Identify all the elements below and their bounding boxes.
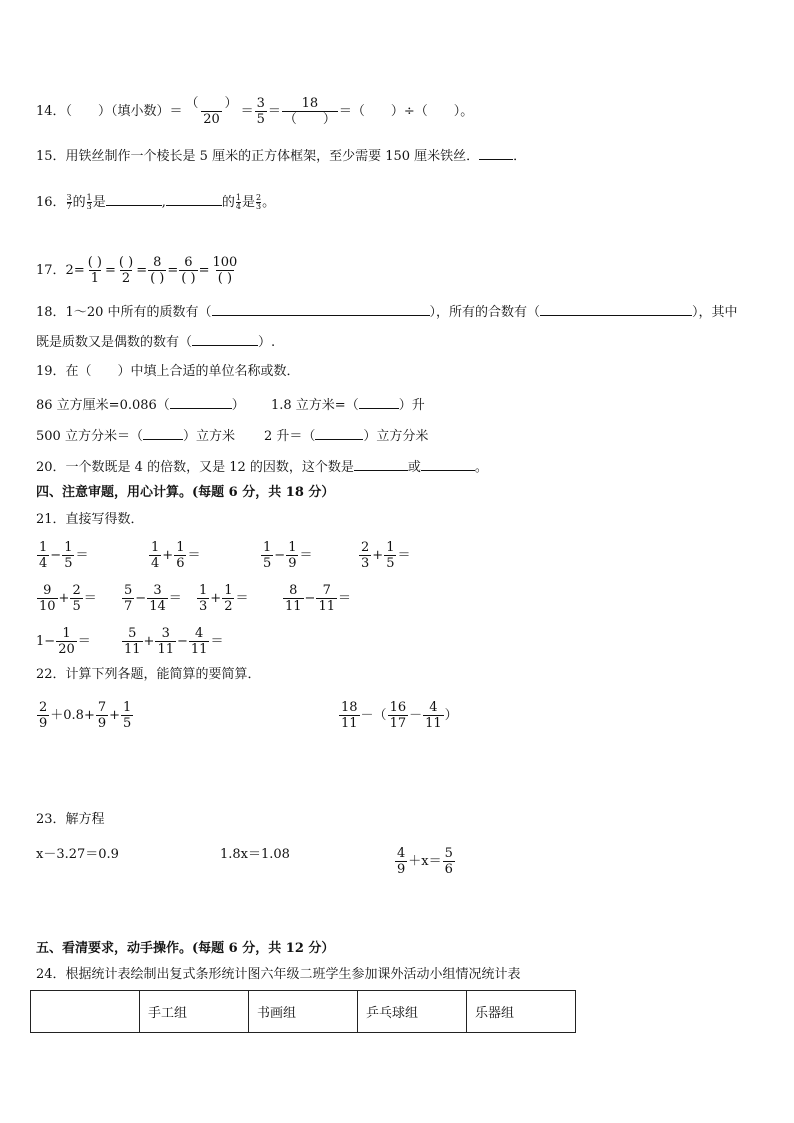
denominator: 9 xyxy=(39,716,48,731)
fraction xyxy=(283,583,304,614)
operator: + xyxy=(162,548,174,563)
q18-text: 既是质数又是偶数的数有（ xyxy=(36,335,193,350)
fraction xyxy=(37,700,49,731)
q21-item xyxy=(358,540,410,571)
denominator: 5 xyxy=(123,716,132,731)
operator: + xyxy=(58,591,70,606)
small-fraction xyxy=(256,194,261,211)
numerator: 1 xyxy=(288,540,297,555)
numerator: 2 xyxy=(39,700,48,715)
small-fraction xyxy=(87,194,92,211)
q19-text: 86 立方厘米=0.086（ xyxy=(36,398,170,413)
fraction xyxy=(122,583,134,614)
answer-blank[interactable] xyxy=(106,192,162,206)
fraction xyxy=(37,583,58,614)
numerator: 2 xyxy=(361,540,370,555)
q19-text: 1.8 立方米=（ xyxy=(271,398,359,413)
denominator: 3 xyxy=(361,556,370,571)
answer-blank[interactable] xyxy=(479,146,513,160)
fraction xyxy=(149,540,161,571)
numerator: 1 xyxy=(62,626,71,641)
fraction xyxy=(70,583,82,614)
equals-sign: ＝ xyxy=(77,634,91,649)
numerator: 1 xyxy=(263,540,272,555)
q14-prefix: 14．（ ）（填小数）＝ xyxy=(36,104,183,119)
operator: + xyxy=(143,634,155,649)
fraction xyxy=(86,255,104,286)
q16-text: 的 xyxy=(221,195,235,210)
answer-blank[interactable] xyxy=(212,302,430,316)
q21-item xyxy=(196,583,248,614)
answer-blank[interactable] xyxy=(143,426,183,440)
q24-title: 24．根据统计表绘制出复式条形统计图六年级二班学生参加课外活动小组情况统计表 xyxy=(36,967,521,982)
equals-sign: ＝ xyxy=(210,634,224,649)
section-5-heading xyxy=(36,940,334,958)
q21-item xyxy=(121,583,182,614)
numerator: 1 xyxy=(176,540,185,555)
equals-sign: ＝ xyxy=(338,591,352,606)
fraction xyxy=(443,846,455,877)
equals-sign: ＝ xyxy=(299,548,313,563)
numerator: 18 xyxy=(301,96,319,111)
q22-title: 22．计算下列各题，能简算的要简算． xyxy=(36,667,261,682)
operator: + xyxy=(372,548,384,563)
question-15 xyxy=(36,146,526,166)
denominator: 5 xyxy=(386,556,395,571)
denominator: 1 xyxy=(90,271,99,286)
fraction xyxy=(197,583,209,614)
question-22-title xyxy=(36,666,261,684)
numerator: 6 xyxy=(184,255,193,270)
numerator: （ ） xyxy=(185,96,238,111)
expression-text: ＋0.8+ xyxy=(50,708,95,723)
question-14 xyxy=(36,96,473,127)
question-19-title xyxy=(36,363,300,381)
q23-equation-3 xyxy=(394,846,456,877)
denominator: （ ） xyxy=(283,112,336,127)
whole-number: 1 xyxy=(36,634,45,649)
fraction xyxy=(316,583,337,614)
fraction xyxy=(37,540,49,571)
numerator: 3 xyxy=(66,193,72,202)
q16-text: 是 xyxy=(242,195,256,210)
question-19-row-1b xyxy=(271,395,425,415)
fraction xyxy=(56,626,77,657)
q21-item xyxy=(121,626,223,657)
denominator: ( ) xyxy=(181,271,196,286)
q21-item xyxy=(282,583,351,614)
numerator: 18 xyxy=(341,700,358,715)
question-24-title xyxy=(36,966,521,984)
fraction xyxy=(423,700,444,731)
denominator: 11 xyxy=(157,642,174,657)
q16-text: 的 xyxy=(72,195,86,210)
question-18-line-1 xyxy=(36,302,738,322)
q19-text: ）立方米 xyxy=(182,429,235,444)
denominator: 14 xyxy=(149,599,166,614)
denominator: 11 xyxy=(425,716,442,731)
equals-sign: ＝ xyxy=(168,591,182,606)
denominator: 17 xyxy=(389,716,407,731)
operator: － xyxy=(409,708,423,723)
fraction xyxy=(222,583,234,614)
numerator: 1 xyxy=(151,540,160,555)
question-19-row-1 xyxy=(36,395,245,415)
denominator: 5 xyxy=(256,112,265,127)
numerator: 5 xyxy=(124,583,133,598)
denominator: 5 xyxy=(64,556,73,571)
table-header-cell: 手工组 xyxy=(140,991,249,1033)
equals-sign: = xyxy=(136,263,148,278)
question-23-title xyxy=(36,811,105,829)
numerator: 8 xyxy=(289,583,298,598)
section-title: 四、注意审题，用心计算。(每题 6 分，共 18 分） xyxy=(36,485,335,500)
fraction xyxy=(189,626,210,657)
numerator: 1 xyxy=(39,540,48,555)
fraction xyxy=(122,626,143,657)
equals-sign: ＝ xyxy=(235,591,249,606)
operator: − xyxy=(50,548,62,563)
q20-end: 。 xyxy=(474,460,488,475)
table-row xyxy=(31,991,576,1033)
denominator: 11 xyxy=(318,599,335,614)
numerator: 1 xyxy=(64,540,73,555)
denominator: 11 xyxy=(190,642,208,657)
numerator: 5 xyxy=(444,846,453,861)
equals-sign: = xyxy=(105,263,116,278)
equation-text: 1.8x＝1.08 xyxy=(220,847,290,862)
fraction xyxy=(255,96,267,127)
denominator: 10 xyxy=(39,599,56,614)
fraction xyxy=(96,700,108,731)
q21-item xyxy=(260,540,312,571)
q22-expression-1 xyxy=(36,700,134,731)
answer-blank[interactable] xyxy=(421,457,475,471)
operator: − xyxy=(135,591,147,606)
small-fraction xyxy=(236,194,241,211)
denominator: 11 xyxy=(124,642,141,657)
operator: − xyxy=(304,591,316,606)
fraction xyxy=(121,700,133,731)
equation-text: x－3.27＝0.9 xyxy=(36,847,119,862)
answer-blank[interactable] xyxy=(359,395,399,409)
denominator: 4 xyxy=(39,556,48,571)
question-16 xyxy=(36,192,275,212)
denominator: 5 xyxy=(72,599,81,614)
numerator: 1 xyxy=(199,583,208,598)
equals-sign: ＝ xyxy=(267,104,281,119)
denominator: 6 xyxy=(176,556,185,571)
operator: − xyxy=(177,634,188,649)
q20-text: 或 xyxy=(407,460,421,475)
numerator: 3 xyxy=(161,626,170,641)
q19-text: 500 立方分米＝（ xyxy=(36,429,143,444)
denominator: 9 xyxy=(397,862,406,877)
q17-prefix: 17．2= xyxy=(36,263,85,278)
equation-text: ＋x＝ xyxy=(408,854,442,869)
numerator: 1 xyxy=(123,700,132,715)
denominator: 3 xyxy=(86,202,92,211)
question-17 xyxy=(36,255,240,286)
fraction xyxy=(147,583,168,614)
question-19-row-2b xyxy=(264,426,428,446)
operator: + xyxy=(109,708,121,723)
numerator: ( ) xyxy=(118,255,134,270)
fraction xyxy=(117,255,135,286)
numerator: 7 xyxy=(322,583,331,598)
denominator: 4 xyxy=(235,202,242,211)
question-21-title xyxy=(36,511,144,529)
table-header-cell: 乒乓球组 xyxy=(358,991,467,1033)
numerator: 100 xyxy=(212,255,238,270)
q23-title: 23．解方程 xyxy=(36,812,105,827)
fraction xyxy=(359,540,371,571)
denominator: 20 xyxy=(58,642,75,657)
answer-blank[interactable] xyxy=(315,426,363,440)
q18-text: 18．1～20 中所有的质数有（ xyxy=(36,305,212,320)
equals-sign: ＝ xyxy=(75,548,89,563)
numerator: 1 xyxy=(386,540,395,555)
numerator: 16 xyxy=(389,700,407,715)
fraction xyxy=(388,700,409,731)
q15-text: 15．用铁丝制作一个棱长是 5 厘米的正方体框架，至少需要 150 厘米铁丝． xyxy=(36,149,480,164)
fraction xyxy=(339,700,360,731)
expression-text: ） xyxy=(444,708,458,723)
fraction xyxy=(179,255,197,286)
fraction xyxy=(384,540,396,571)
operator: − xyxy=(44,634,56,649)
fraction xyxy=(62,540,74,571)
q16-text: 是 xyxy=(92,195,106,210)
denominator: ( ) xyxy=(217,271,233,286)
numerator: 2 xyxy=(72,583,81,598)
q19-text: 2 升＝（ xyxy=(264,429,316,444)
denominator: 11 xyxy=(341,716,358,731)
q19-text: ） xyxy=(231,398,245,413)
table-header-cell xyxy=(31,991,140,1033)
fraction xyxy=(261,540,273,571)
equals-sign: ＝ xyxy=(83,591,97,606)
denominator: 9 xyxy=(288,556,297,571)
q19-title: 19．在（ ）中填上合适的单位名称或数． xyxy=(36,364,300,379)
denominator: 7 xyxy=(124,599,133,614)
q19-text: ）立方分米 xyxy=(363,429,429,444)
numerator: 9 xyxy=(43,583,52,598)
q16-prefix: 16． xyxy=(36,195,66,210)
numerator: 8 xyxy=(153,255,162,270)
numerator: 3 xyxy=(256,96,265,111)
question-18-line-2 xyxy=(36,332,275,352)
denominator: 7 xyxy=(66,202,72,211)
fraction xyxy=(148,255,166,286)
numerator: 4 xyxy=(397,846,406,861)
denominator: 3 xyxy=(199,599,208,614)
equals-sign: = xyxy=(167,263,179,278)
fraction xyxy=(210,255,239,286)
q22-expression-2 xyxy=(338,700,458,731)
denominator: 2 xyxy=(121,271,131,286)
numerator: 2 xyxy=(256,193,262,202)
fraction xyxy=(286,540,298,571)
answer-blank[interactable] xyxy=(166,192,222,206)
operator: + xyxy=(210,591,222,606)
q21-item xyxy=(36,626,91,657)
fraction xyxy=(282,96,338,127)
denominator: 9 xyxy=(97,716,107,731)
equals-sign: ＝ xyxy=(397,548,411,563)
answer-blank[interactable] xyxy=(170,395,232,409)
q23-equation-1 xyxy=(36,846,119,864)
stats-table xyxy=(30,990,576,1033)
section-title: 五、看清要求，动手操作。(每题 6 分，共 12 分） xyxy=(36,941,335,956)
numerator: 1 xyxy=(86,193,92,202)
operator: − xyxy=(274,548,286,563)
q20-text: 20．一个数既是 4 的倍数，又是 12 的因数，这个数是 xyxy=(36,460,354,475)
denominator: 5 xyxy=(263,556,272,571)
numerator: 3 xyxy=(153,583,162,598)
numerator: 5 xyxy=(128,626,137,641)
numerator: 4 xyxy=(429,700,438,715)
denominator: 4 xyxy=(151,556,160,571)
q21-item xyxy=(36,583,97,614)
table-header-cell: 乐器组 xyxy=(467,991,576,1033)
small-fraction xyxy=(67,194,72,211)
fraction xyxy=(395,846,407,877)
denominator: 11 xyxy=(285,599,302,614)
table-header-cell: 书画组 xyxy=(249,991,358,1033)
q18-text: ），其中 xyxy=(692,305,738,320)
numerator: ( ) xyxy=(87,255,102,270)
numerator: 7 xyxy=(97,700,107,715)
q18-text: ），所有的合数有（ xyxy=(429,305,541,320)
answer-blank[interactable] xyxy=(354,457,408,471)
denominator: ( ) xyxy=(150,271,165,286)
fraction xyxy=(174,540,186,571)
q21-item xyxy=(148,540,200,571)
section-4-heading xyxy=(36,484,334,502)
fraction xyxy=(184,96,240,127)
q18-text: ）. xyxy=(258,335,276,350)
question-19-row-2 xyxy=(36,426,235,446)
denominator: 3 xyxy=(256,202,262,211)
q21-title: 21．直接写得数． xyxy=(36,512,144,527)
expression-text: －（ xyxy=(360,708,387,723)
numerator: 1 xyxy=(224,583,233,598)
denominator: 6 xyxy=(444,862,453,877)
fraction xyxy=(155,626,176,657)
numerator: 1 xyxy=(235,193,242,202)
equals-sign: = xyxy=(198,263,210,278)
denominator: 20 xyxy=(203,112,220,127)
denominator: 2 xyxy=(224,599,233,614)
q15-end: ． xyxy=(513,149,527,164)
q16-end: 。 xyxy=(262,195,276,210)
q21-item xyxy=(36,540,88,571)
answer-blank[interactable] xyxy=(540,302,692,316)
q14-suffix: ＝（ ）÷（ ）。 xyxy=(338,104,474,119)
q19-text: ）升 xyxy=(398,398,425,413)
q23-equation-2 xyxy=(220,846,290,864)
equals-sign: ＝ xyxy=(240,104,254,119)
answer-blank[interactable] xyxy=(192,332,258,346)
equals-sign: ＝ xyxy=(187,548,201,563)
question-20 xyxy=(36,457,488,477)
q16-separator: , xyxy=(161,195,166,210)
numerator: 4 xyxy=(195,626,204,641)
